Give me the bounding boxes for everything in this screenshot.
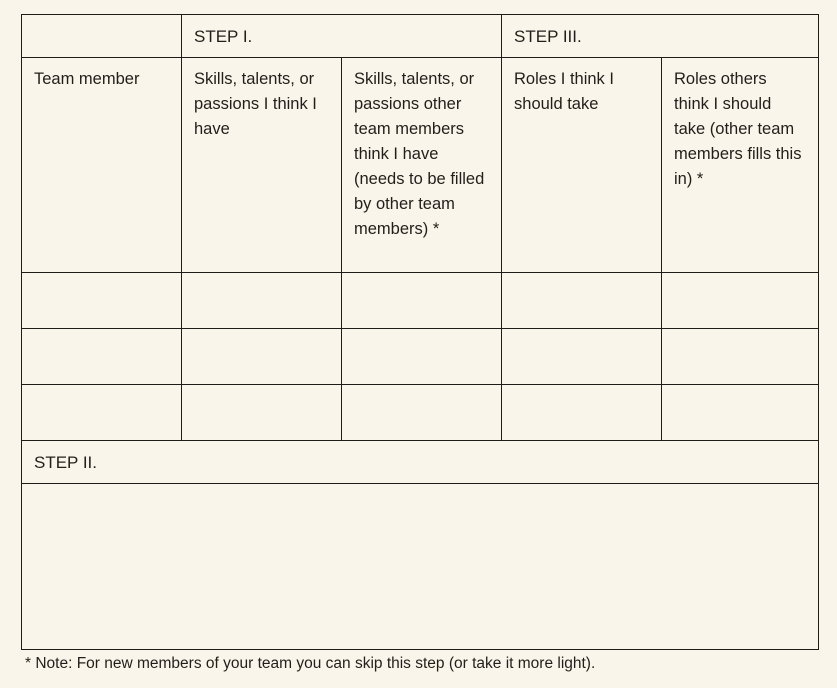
empty-cell: [182, 385, 342, 441]
empty-cell: [662, 385, 819, 441]
empty-cell: [662, 329, 819, 385]
column-header-row: [22, 58, 819, 273]
column-header-skills-i-think: Skills, talents, or passions I think I have: [182, 58, 342, 273]
empty-cell: [342, 273, 502, 329]
footnote: * Note: For new members of your team you can skip this step (or take it more light).: [25, 655, 596, 672]
step2-answer-row: [22, 484, 819, 650]
column-header-team-member: Team member: [22, 58, 182, 273]
step1-header-cell: STEP I.: [182, 15, 502, 58]
step2-answer-cell: [22, 484, 819, 650]
table-row: [22, 329, 819, 385]
empty-cell: [662, 273, 819, 329]
worksheet-table: [21, 14, 819, 650]
empty-cell: [502, 273, 662, 329]
column-header-roles-i-think: Roles I think I should take: [502, 58, 662, 273]
table-row: [22, 385, 819, 441]
step2-header-row: [22, 441, 819, 484]
empty-cell: [22, 385, 182, 441]
step2-header-cell: STEP II.: [22, 441, 819, 484]
empty-cell: [22, 329, 182, 385]
empty-cell: [342, 329, 502, 385]
empty-cell: [22, 273, 182, 329]
empty-cell: [342, 385, 502, 441]
corner-empty-cell: [22, 15, 182, 58]
table-row: [22, 273, 819, 329]
empty-cell: [182, 273, 342, 329]
step3-header-cell: STEP III.: [502, 15, 819, 58]
column-header-skills-others-think: Skills, talents, or passions other team members think I have (needs to be filled by other team members) *: [342, 58, 502, 273]
column-header-roles-others-think: Roles others think I should take (other team members fills this in) *: [662, 58, 819, 273]
empty-cell: [502, 385, 662, 441]
step-header-row: [22, 15, 819, 58]
empty-cell: [182, 329, 342, 385]
empty-cell: [502, 329, 662, 385]
